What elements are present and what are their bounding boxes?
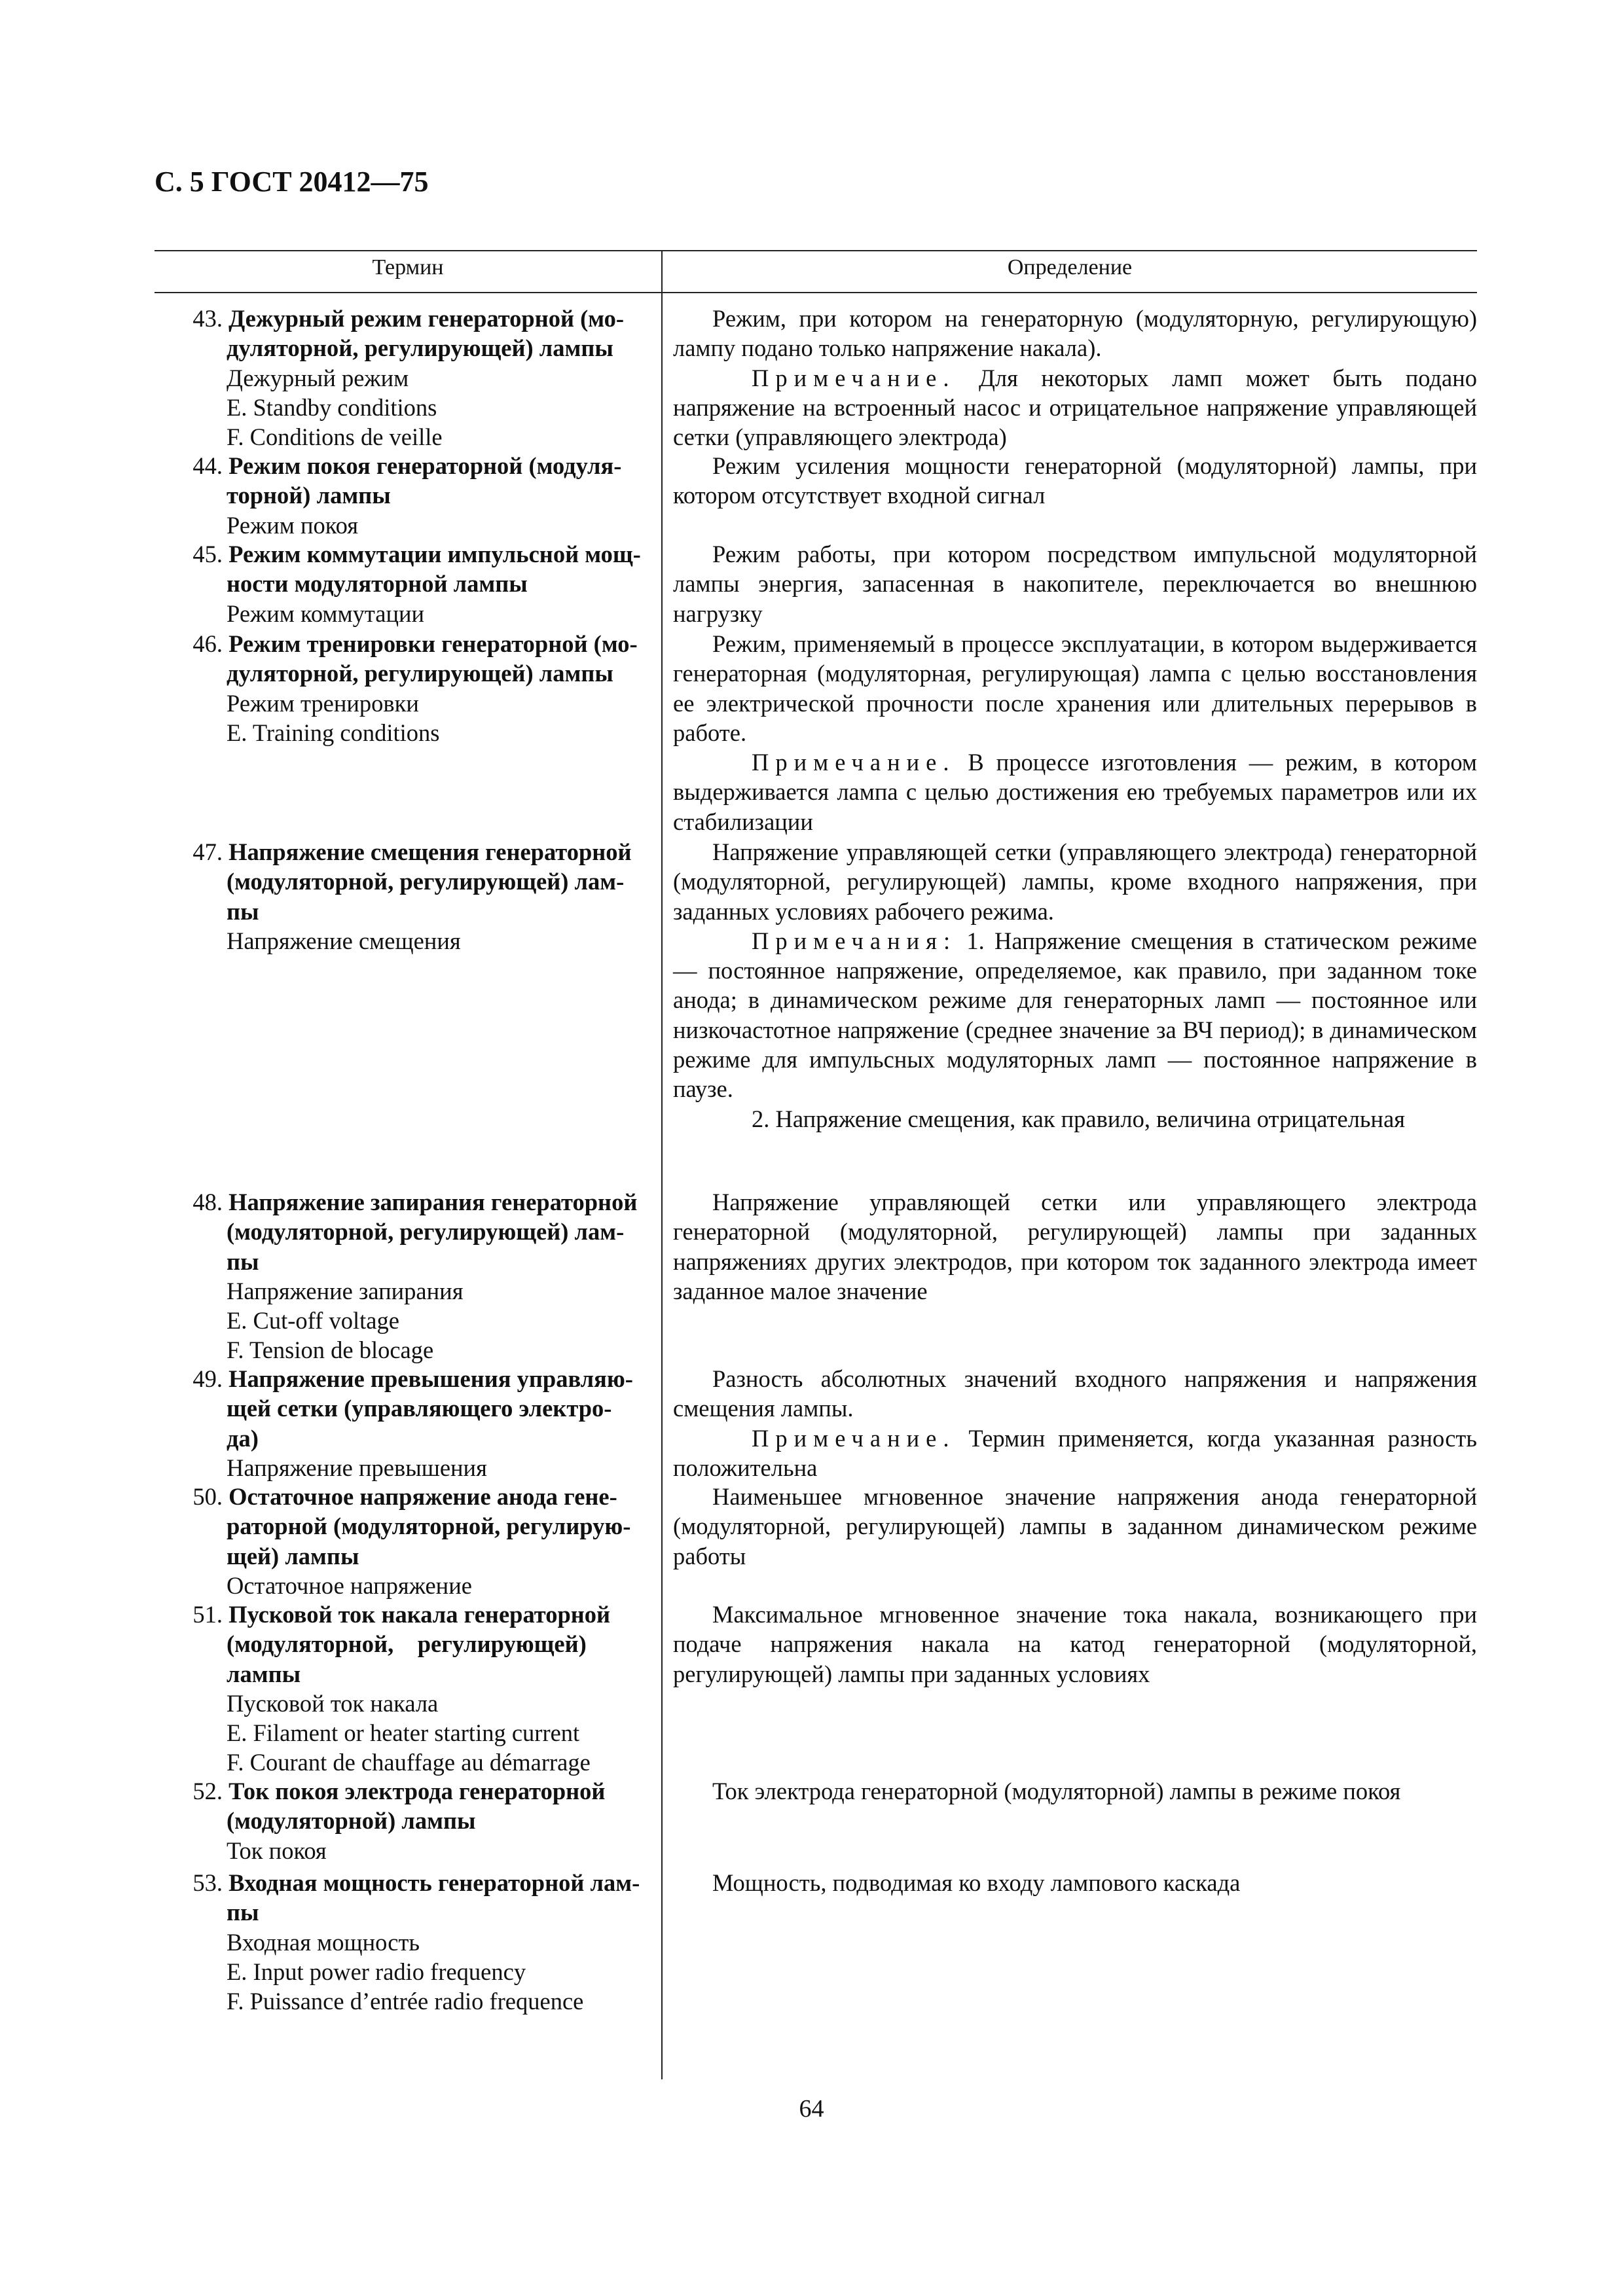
- term-number: 52.: [192, 1778, 223, 1804]
- term-line: [155, 1868, 652, 1897]
- definition-text: [673, 539, 1477, 628]
- page-header: С. 5 ГОСТ 20412—75: [155, 166, 429, 198]
- definition-text: [673, 629, 1477, 747]
- definition-text: [673, 1868, 1477, 1897]
- table-header-rule: [155, 292, 1477, 293]
- definition-note: [673, 926, 1477, 1104]
- term-number: 45.: [192, 541, 223, 567]
- term-title: (модуляторной, регулирующей) лам-: [227, 868, 625, 895]
- term-synonym: E. Input power radio frequency: [227, 1958, 526, 1985]
- term-title: щей сетки (управляющего электро-: [227, 1395, 612, 1422]
- term-title: Входная мощность генераторной лам-: [228, 1869, 640, 1896]
- term-title: (модуляторной, регулирующей): [227, 1630, 587, 1658]
- term-line: [155, 1187, 652, 1217]
- term-synonym: Пусковой ток накала: [227, 1689, 439, 1717]
- definition-body: 2. Напряжение смещения, как правило, величина отрицательная: [752, 1105, 1406, 1132]
- definition-entry: [673, 451, 1477, 511]
- term-entry: [155, 1187, 652, 1365]
- term-title: дуляторной, регулирующей) лампы: [227, 660, 613, 687]
- term-number: 43.: [192, 305, 223, 332]
- definition-body: Разность абсолютных значений входного напряжения и напряжения смещения лампы.: [673, 1365, 1477, 1422]
- term-line: [155, 629, 652, 658]
- term-line: [155, 569, 652, 598]
- term-entry: [155, 1776, 652, 1865]
- term-line: [155, 480, 652, 510]
- definition-body: Напряжение управляющей сетки или управляющего электрода генераторной (модуляторной, регулирующей) лампы при заданных напряжениях других электродов, при котором ток заданного электрода имеет заданное малое значение: [673, 1189, 1477, 1304]
- definition-entry: [673, 1868, 1477, 1897]
- definition-entry: [673, 1776, 1477, 1806]
- term-entry: [155, 1482, 652, 1600]
- term-title: торной) лампы: [227, 482, 391, 509]
- term-synonym: E. Training conditions: [227, 719, 440, 746]
- table-top-rule: [155, 250, 1477, 251]
- term-title: раторной (модуляторной, регулирую-: [227, 1513, 631, 1540]
- definition-body: Максимальное мгновенное значение тока накала, возникающего при подаче напряжения накала на катод генераторной (модуляторной, регулирующей) лампы при заданных условиях: [673, 1601, 1477, 1687]
- definition-body: 1. Напряжение смещения в статическом режиме — постоянное напряжение, определяемое, как правило, при заданном токе анода; в динамическом режиме для генераторных ламп — постоянное или низкочастотное напряжение (среднее значение за ВЧ период); в динамическом режиме для импульсных модуляторных ламп — постоянное напряжение в паузе.: [673, 927, 1477, 1103]
- term-synonym: E. Standby conditions: [227, 393, 437, 421]
- term-entry: [155, 629, 652, 747]
- definition-note: [673, 363, 1477, 452]
- term-synonym: Напряжение запирания: [227, 1277, 464, 1304]
- definition-body: Ток электрода генераторной (модуляторной) лампы в режиме покоя: [712, 1778, 1401, 1804]
- definition-entry: [673, 837, 1477, 1134]
- term-entry: [155, 1364, 652, 1482]
- definition-body: Режим, применяемый в процессе эксплуатации, в котором выдерживается генераторная (модуляторная, регулирующая) лампа с целью восстановления ее электрической прочности после хранения или длительных перерывов в работе.: [673, 630, 1477, 746]
- term-line: [155, 1482, 652, 1511]
- term-number: 46.: [192, 630, 223, 657]
- term-title: (модуляторной) лампы: [227, 1807, 476, 1835]
- definition-text: [673, 1776, 1477, 1806]
- term-line: [155, 1897, 652, 1927]
- definition-entry: [673, 629, 1477, 836]
- definition-text: [673, 1187, 1477, 1306]
- definition-body: Режим работы, при котором посредством импульсной модуляторной лампы энергия, запасенная в накопителе, переключается во внешнюю нагрузку: [673, 541, 1477, 627]
- definition-body: В процессе изготовления — режим, в котором выдерживается лампа с целью достижения ею требуемых параметров или их стабилизации: [673, 749, 1477, 835]
- definition-entry: [673, 1482, 1477, 1571]
- note-label: Примечания:: [752, 927, 957, 954]
- term-title: лампы: [227, 1660, 301, 1687]
- term-title: Режим тренировки генераторной (мо-: [228, 630, 638, 657]
- term-line: [155, 1247, 652, 1276]
- term-line: [155, 867, 652, 896]
- term-synonym: E. Filament or heater starting current: [227, 1719, 580, 1747]
- definition-body: Напряжение управляющей сетки (управляющего электрода) генераторной (модуляторной, регулирующей) лампы, кроме входного напряжения, при заданных условиях рабочего режима.: [673, 838, 1477, 925]
- term-entry: [155, 304, 652, 452]
- definition-text: [673, 837, 1477, 926]
- definition-body: Для некоторых ламп может быть подано напряжение на встроенный насос и отрицательное напряжение управляющей сетки (управляющего электрода): [673, 364, 1477, 451]
- column-divider: [661, 250, 663, 2079]
- term-synonym: Остаточное напряжение: [227, 1571, 472, 1599]
- term-title: Остаточное напряжение анода гене-: [228, 1483, 617, 1510]
- term-line: [155, 1659, 652, 1689]
- term-title: дуляторной, регулирующей) лампы: [227, 334, 613, 362]
- term-title: (модуляторной, регулирующей) лам-: [227, 1218, 625, 1246]
- term-title: Режим покоя генераторной (модуля-: [228, 452, 622, 479]
- term-line: [155, 1776, 652, 1806]
- term-title: Напряжение смещения генераторной: [228, 838, 632, 865]
- term-number: 44.: [192, 452, 223, 479]
- term-line: [155, 1393, 652, 1423]
- term-title: да): [227, 1424, 259, 1452]
- term-title: Пусковой ток накала генераторной: [228, 1601, 611, 1628]
- term-synonym: Напряжение превышения: [227, 1454, 487, 1481]
- term-synonym: F. Puissance d’entrée radio frequence: [227, 1988, 584, 2015]
- note-label: Примечание.: [752, 364, 956, 391]
- term-title: пы: [227, 897, 259, 925]
- definition-note: [673, 1424, 1477, 1483]
- term-title: ности модуляторной лампы: [227, 570, 528, 598]
- term-synonym: Режим покоя: [227, 511, 358, 539]
- definition-body: Режим усиления мощности генераторной (модуляторной) лампы, при котором отсутствует входной сигнал: [673, 452, 1477, 509]
- definition-entry: [673, 1600, 1477, 1689]
- term-synonym: Напряжение смещения: [227, 927, 461, 954]
- term-synonym: Режим коммутации: [227, 600, 425, 627]
- term-line: [155, 304, 652, 333]
- definition-body: Термин применяется, когда указанная разность положительна: [673, 1424, 1477, 1481]
- term-line: [155, 1424, 652, 1453]
- term-title: пы: [227, 1899, 259, 1926]
- term-synonym: Дежурный режим: [227, 364, 409, 391]
- definition-body: Наименьшее мгновенное значение напряжения анода генераторной (модуляторной, регулирующей) лампы в заданном динамическом режиме работы: [673, 1483, 1477, 1570]
- term-line: [155, 837, 652, 867]
- term-number: 49.: [192, 1365, 223, 1392]
- term-synonym: F. Courant de chauffage au démarrage: [227, 1749, 591, 1776]
- definition-body: Мощность, подводимая ко входу лампового каскада: [712, 1869, 1241, 1896]
- term-synonym: F. Conditions de veille: [227, 423, 443, 451]
- definition-entry: [673, 304, 1477, 452]
- note-label: Примечание.: [752, 749, 956, 776]
- term-line: [155, 1806, 652, 1835]
- term-line: [155, 333, 652, 363]
- term-line: [155, 1364, 652, 1393]
- term-synonym: Ток покоя: [227, 1837, 327, 1864]
- term-line: [155, 897, 652, 926]
- term-title: щей) лампы: [227, 1542, 359, 1570]
- term-entry: [155, 837, 652, 956]
- term-title: Режим коммутации импульсной мощ-: [228, 541, 641, 567]
- definition-note: [673, 1104, 1477, 1134]
- term-number: 48.: [192, 1189, 223, 1215]
- term-title: Напряжение превышения управляю-: [228, 1365, 633, 1392]
- term-entry: [155, 451, 652, 540]
- term-entry: [155, 1600, 652, 1778]
- term-line: [155, 539, 652, 569]
- term-line: [155, 451, 652, 480]
- term-title: Дежурный режим генераторной (мо-: [228, 305, 625, 332]
- column-header-term: Термин: [372, 255, 444, 279]
- definition-entry: [673, 539, 1477, 628]
- term-line: [155, 1600, 652, 1629]
- term-entry: [155, 539, 652, 628]
- definition-entry: [673, 1187, 1477, 1306]
- term-number: 53.: [192, 1869, 223, 1896]
- definition-body: Режим, при котором на генераторную (модуляторную, регулирующую) лампу подано только напряжение накала).: [673, 305, 1477, 362]
- term-number: 47.: [192, 838, 223, 865]
- term-line: [155, 1217, 652, 1246]
- term-number: 51.: [192, 1601, 223, 1628]
- term-line: [155, 658, 652, 688]
- definition-text: [673, 1364, 1477, 1424]
- term-synonym: Режим тренировки: [227, 689, 419, 717]
- definition-text: [673, 451, 1477, 511]
- term-synonym: Входная мощность: [227, 1928, 420, 1956]
- term-title: Напряжение запирания генераторной: [228, 1189, 638, 1215]
- note-label: Примечание.: [752, 1424, 956, 1452]
- term-title: Ток покоя электрода генераторной: [228, 1778, 606, 1804]
- definition-text: [673, 1482, 1477, 1571]
- term-title: пы: [227, 1247, 259, 1275]
- page-number: 64: [799, 2095, 824, 2123]
- definition-entry: [673, 1364, 1477, 1482]
- term-number: 50.: [192, 1483, 223, 1510]
- term-synonym: F. Tension de blocage: [227, 1336, 434, 1364]
- definition-text: [673, 1600, 1477, 1689]
- term-line: [155, 1629, 652, 1659]
- definition-text: [673, 304, 1477, 363]
- term-line: [155, 1511, 652, 1541]
- term-line: [155, 1541, 652, 1571]
- definition-note: [673, 747, 1477, 836]
- term-entry: [155, 1868, 652, 2016]
- column-header-definition: Определение: [1007, 255, 1133, 279]
- term-synonym: E. Cut-off voltage: [227, 1307, 399, 1335]
